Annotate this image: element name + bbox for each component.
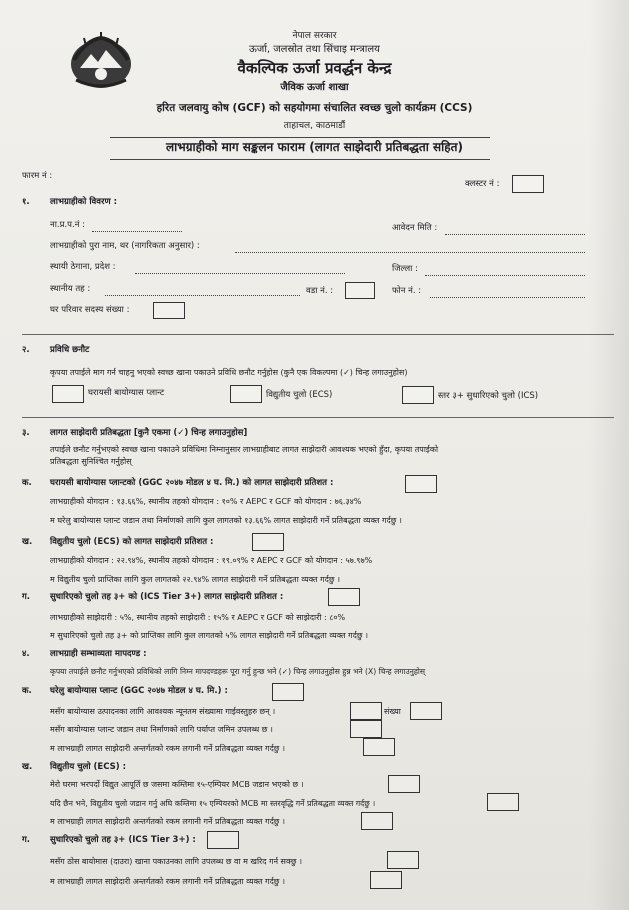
gov-name: नेपाल सरकार — [292, 31, 337, 41]
app-date-field[interactable] — [445, 234, 585, 235]
family-box[interactable] — [153, 302, 185, 319]
s2-instruction: कृपया तपाईले माग गर्न चाहनु भएको स्वच्छ खाना पकाउने प्रविधि छनौट गर्नुहोस (कुनै एक विकल्पमा (✓) चिन्ह लगाउनुहोस) — [50, 368, 408, 377]
s3c-line-2: म सुधारिएको चुलो तह ३+ को प्राप्तिका लागि कुल लागतको ५% लागत साझेदारी गर्ने प्रतिबद्धता व्यक्त गर्दछु । — [50, 631, 369, 640]
s3-num: ३. — [22, 428, 30, 438]
s3c-label: ग. — [22, 592, 31, 602]
full-name-field[interactable] — [235, 252, 585, 253]
s2-rule — [22, 417, 614, 418]
local-level-field[interactable] — [105, 295, 300, 296]
s3a-label: क. — [22, 478, 32, 488]
perm-addr-field[interactable] — [135, 273, 345, 274]
cluster-no-label: क्लस्टर नं : — [465, 179, 500, 189]
s4a-count-box[interactable] — [410, 702, 442, 720]
ward-box[interactable] — [345, 282, 375, 299]
s3-intro-1: तपाईले छनौट गर्नुभएको स्वच्छ खाना पकाउने प्रविधिमा निम्नानुसार लाभग्राहीबाट लागत साझेदारी आवश्यक भएको हुँदा, कृपया तपाईको — [50, 445, 439, 454]
s4b-line-2-box[interactable] — [487, 793, 519, 811]
s4a-box[interactable] — [272, 683, 304, 701]
s3b-label: ख. — [22, 537, 33, 547]
s3b-line-1: लाभग्राहीको योगदान : २२.९४%, स्थानीय तहको योगदान : १९.०९% र AEPC र GCF को योगदान : ५७.९७% — [50, 556, 373, 565]
s3a-box[interactable] — [405, 475, 437, 493]
title-top-rule — [110, 137, 490, 138]
s4a-line-3: म लाभग्राही लागत साझेदारी अन्तर्गतको रकम लगानी गर्ने प्रतिबद्धता व्यक्त गर्दछु । — [50, 744, 285, 753]
perm-addr-label: स्थायी ठेगाना, प्रदेश : — [50, 262, 116, 272]
s3c-box[interactable] — [328, 588, 360, 606]
s4c-box[interactable] — [207, 831, 239, 849]
s4b-title: विद्युतीय चुलो (ECS) : — [50, 762, 126, 772]
s4b-line-3: म लाभग्राही लागत साझेदारी अन्तर्गतको रकम लगानी गर्ने प्रतिबद्धता व्यक्त गर्दछु । — [50, 817, 285, 826]
form-title: लाभग्राहीको माग सङ्कलन फाराम (लागत साझेदारी प्रतिबद्धता सहित) — [166, 140, 463, 154]
s4a-count-label: संख्या — [384, 707, 401, 716]
district-field[interactable] — [425, 275, 585, 276]
s4b-line-2: यदि छैन भने, विद्युतीय चुलो जडान गर्नु अघि कम्तिमा १५ एम्पियरको MCB मा स्तरवृद्धि गर्ने प्रतिबद्धता व्यक्त गर्दछु । — [50, 799, 376, 808]
s4a-line-1-box[interactable] — [350, 702, 382, 720]
s4a-label: क. — [22, 686, 32, 696]
s4a-line-1: मसँग बायोग्यास उत्पादनका लागि आवश्यक न्यूनतम संख्यामा गाईवस्तुहरु छन् । — [50, 707, 276, 716]
local-level-label: स्थानीय तह : — [50, 284, 91, 294]
s1-rule — [22, 334, 614, 335]
s3b-box[interactable] — [252, 533, 284, 551]
s4-num: ४. — [22, 649, 30, 659]
family-label: घर परिवार सदस्य संख्या : — [50, 305, 130, 315]
full-name-label: लाभग्राहीको पुरा नाम, थर (नागरिकता अनुसार) : — [50, 241, 200, 251]
ward-label: वडा नं. : — [306, 286, 334, 296]
s3c-title: सुधारिएको चुलो तह ३+ को (ICS Tier 3+) लागत साझेदारी प्रतिशत : — [50, 592, 284, 602]
opt-biogas-box[interactable] — [52, 385, 84, 403]
id-no-label: ना.प्र.प.नं : — [50, 220, 85, 230]
s3a-line-2: म घरेलु बायोग्यास प्लान्ट जडान तथा निर्माणको लागि कुल लागतको १३.६६% लागत साझेदारी गर्ने प्रतिबद्धता व्यक्त गर्दछु । — [50, 516, 402, 525]
s4c-line-1-box[interactable] — [387, 851, 419, 869]
app-date-label: आवेदन मिति : — [392, 223, 438, 233]
s3-title: लागत साझेदारी प्रतिबद्धता [कुनै एकमा (✓) चिन्ह लगाउनुहोस] — [50, 428, 248, 438]
branch-name: जैविक ऊर्जा शाखा — [280, 82, 349, 93]
id-no-field[interactable] — [92, 231, 182, 232]
s4c-title: सुधारिएको चुलो तह ३+ (ICS Tier 3+) : — [50, 835, 196, 845]
s1-title: लाभग्राहीको विवरण : — [50, 197, 117, 207]
s4b-line-3-box[interactable] — [361, 812, 393, 830]
s4a-line-3-box[interactable] — [363, 738, 395, 756]
s3a-title: घरायसी बायोग्यास प्लान्टको (GGC २०४७ मोडल ४ घ. मि.) को लागत साझेदारी प्रतिशत : — [50, 478, 334, 488]
s3b-title: विद्युतीय चुलो (ECS) को लागत साझेदारी प्रतिशत : — [50, 537, 214, 547]
phone-label: फोन नं. : — [392, 286, 422, 296]
s4-title: लाभग्राही सम्भाव्यता मापदण्ड : — [50, 649, 147, 659]
center-name: वैकल्पिक ऊर्जा प्रवर्द्धन केन्द्र — [237, 59, 392, 77]
s3a-line-1: लाभग्राहीको योगदान : १३.६६%, स्थानीय तहको योगदान : १०% र AEPC र GCF को योगदान : ७६.३४% — [50, 497, 362, 506]
program-name: हरित जलवायु कोष (GCF) को सहयोगमा संचालित स्वच्छ चुलो कार्यक्रम (CCS) — [156, 102, 473, 114]
title-bottom-rule — [110, 159, 490, 160]
s3b-line-2: म विद्युतीय चुलो प्राप्तिका लागि कुल लागतको २२.९४% लागत साझेदारी गर्ने प्रतिबद्धता व्यक्त गर्दछु । — [50, 575, 341, 584]
s4c-line-2: म लाभग्राही लागत साझेदारी अन्तर्गतको रकम लगानी गर्ने प्रतिबद्धता व्यक्त गर्दछु । — [50, 877, 285, 886]
s4a-line-2-box[interactable] — [350, 720, 382, 738]
s4b-line-1-box[interactable] — [388, 775, 420, 793]
ministry-name: ऊर्जा, जलस्रोत तथा सिंचाइ मन्त्रालय — [249, 44, 380, 55]
district-label: जिल्ला : — [392, 264, 418, 274]
cluster-no-box[interactable] — [512, 175, 544, 193]
s4a-line-2: मसँग बायोग्यास प्लान्ट जडान तथा निर्माणको लागि पर्याप्त जमिन उपलब्ध छ । — [50, 725, 273, 734]
s4b-label: ख. — [22, 762, 33, 772]
s4a-title: घरेलु बायोग्यास प्लान्ट (GGC २०४७ मोडल ४ घ. मि.) : — [50, 686, 228, 696]
opt-ecs-label: विद्युतीय चुलो (ECS) — [266, 390, 333, 400]
s4c-label: ग. — [22, 835, 31, 845]
s4c-line-2-box[interactable] — [370, 871, 402, 889]
s4b-line-1: मेरो घरमा भरपर्दो विद्युत आपूर्ति छ जसमा कम्तिमा १५-एम्पियर MCB जडान भएको छ । — [50, 780, 304, 789]
s1-num: १. — [22, 197, 30, 207]
s2-num: २. — [22, 345, 30, 355]
office-address: ताहाचल, काठमाडौं — [283, 121, 346, 131]
opt-ics-label: स्तर ३+ सुधारिएको चुलो (ICS) — [438, 391, 539, 401]
s3-intro-2: प्रतिबद्धता सुनिश्चित गर्नुहोस् — [50, 457, 132, 466]
s2-title: प्रविधि छनौट — [50, 345, 90, 355]
opt-ics-box[interactable] — [402, 386, 434, 404]
s3c-line-1: लाभग्राहीको साझेदारी : ५%, स्थानीय तहको साझेदारी : १५% र AEPC र GCF को साझेदारी : ८०% — [50, 613, 346, 622]
phone-field[interactable] — [430, 297, 585, 298]
s4-instruction: कृपया तपाईले छनौट गर्नुभएको प्रविधिको लागि निम्न मापदण्डहरू पूरा गर्नु हुन्छ भने (✓) चिन्ह लगाउनुहोस हुन्न भने (X) चिन्ह लगाउनुहोस् — [50, 667, 425, 676]
form-no-label: फारम नं : — [22, 171, 53, 181]
page-shadow — [589, 0, 629, 910]
opt-biogas-label: घरायसी बायोग्यास प्लान्ट — [88, 388, 165, 398]
s4c-line-1: मसँग ठोस बायोमास (दाउरा) खाना पकाउनका लागि उपलब्ध छ वा म खरिद गर्न सक्छु । — [50, 857, 303, 866]
opt-ecs-box[interactable] — [230, 385, 262, 403]
